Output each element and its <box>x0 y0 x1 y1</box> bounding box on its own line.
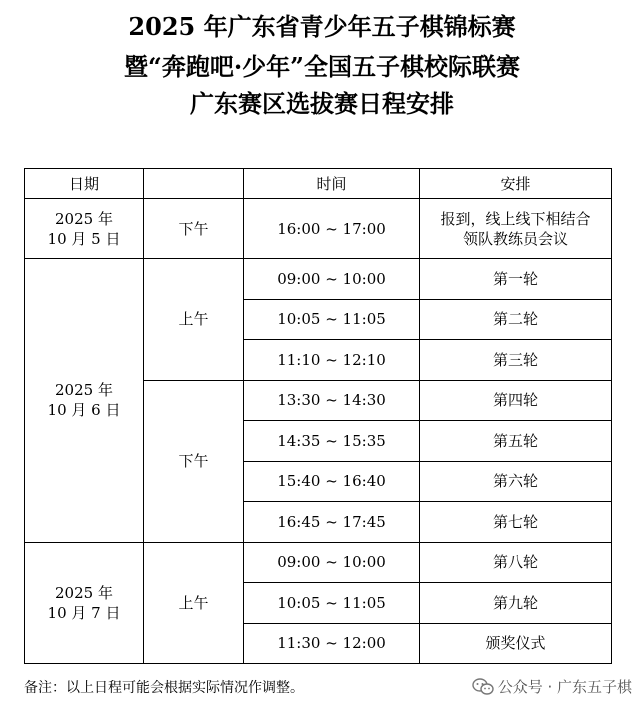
time-cell: 09:00 ~ 10:00 <box>244 259 420 300</box>
time-cell: 13:30 ~ 14:30 <box>244 380 420 421</box>
arrangement-cell: 第三轮 <box>420 340 612 381</box>
half-day-cell: 上午 <box>144 259 244 381</box>
arrangement-cell: 第一轮 <box>420 259 612 300</box>
header-blank <box>144 169 244 199</box>
arrangement-cell: 第九轮 <box>420 583 612 624</box>
date-cell <box>25 259 144 543</box>
schedule-note: 备注：以上日程可能会根据实际情况作调整。 <box>24 680 304 696</box>
time-cell: 09:00 ~ 10:00 <box>244 542 420 583</box>
half-day-cell: 上午 <box>144 542 244 664</box>
arrangement-line: 领队教练员会议 <box>462 229 568 248</box>
half-day-cell: 下午 <box>144 199 244 259</box>
date-year: 2025 年 <box>55 209 113 228</box>
header-date: 日期 <box>25 169 144 199</box>
time-cell: 10:05 ~ 11:05 <box>244 299 420 340</box>
watermark <box>472 676 632 698</box>
arrangement-cell: 第八轮 <box>420 542 612 583</box>
arrangement-cell: 第四轮 <box>420 380 612 421</box>
header-arrangement: 安排 <box>420 169 612 199</box>
date-year: 2025 年 <box>55 381 113 400</box>
table-row <box>25 199 612 259</box>
time-cell: 14:35 ~ 15:35 <box>244 421 420 462</box>
watermark-text: 公众号 · 广东五子棋 <box>497 678 632 696</box>
title-line-3: 广东赛区选拔赛日程安排 <box>190 89 454 118</box>
time-cell: 16:45 ~ 17:45 <box>244 502 420 543</box>
table-row <box>25 542 612 583</box>
date-day: 10 月 6 日 <box>47 401 121 420</box>
table-header-row <box>25 169 612 199</box>
time-cell: 11:30 ~ 12:00 <box>244 623 420 664</box>
title-line-1: 2025 年广东省青少年五子棋锦标赛 <box>128 12 516 41</box>
arrangement-line: 报到，线上线下相结合 <box>440 209 591 228</box>
table-row <box>25 259 612 300</box>
arrangement-cell: 第六轮 <box>420 461 612 502</box>
wechat-icon <box>472 678 494 696</box>
arrangement-cell: 第七轮 <box>420 502 612 543</box>
time-cell: 11:10 ~ 12:10 <box>244 340 420 381</box>
date-day: 10 月 7 日 <box>47 603 121 622</box>
date-day: 10 月 5 日 <box>47 229 121 248</box>
arrangement-cell: 第五轮 <box>420 421 612 462</box>
schedule-table <box>24 168 612 664</box>
title-line-2: 暨“奔跑吧·少年”全国五子棋校际联赛 <box>124 52 520 81</box>
header-time: 时间 <box>244 169 420 199</box>
arrangement-cell: 第二轮 <box>420 299 612 340</box>
date-cell <box>25 542 144 664</box>
half-day-cell: 下午 <box>144 380 244 542</box>
time-cell: 10:05 ~ 11:05 <box>244 583 420 624</box>
arrangement-cell: 颁奖仪式 <box>420 623 612 664</box>
time-cell: 16:00 ~ 17:00 <box>244 199 420 259</box>
time-cell: 15:40 ~ 16:40 <box>244 461 420 502</box>
arrangement-cell <box>420 199 612 259</box>
date-year: 2025 年 <box>55 583 113 602</box>
date-cell <box>25 199 144 259</box>
